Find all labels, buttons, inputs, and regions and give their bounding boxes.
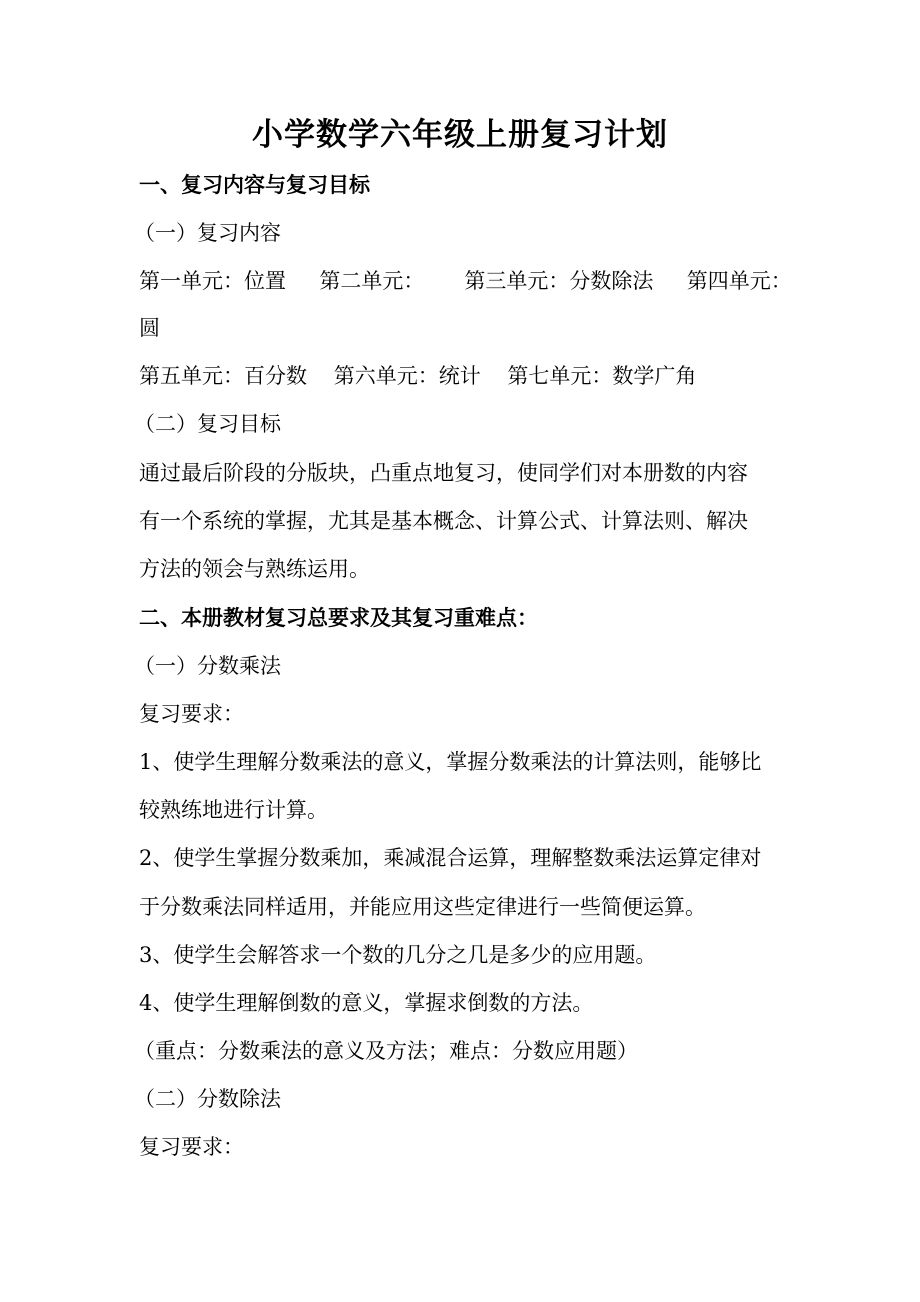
- requirements-label-1: 复习要求：: [139, 702, 244, 726]
- section-2-subheading-division: （二）分数除法: [134, 1087, 281, 1111]
- section-1-subheading-content: （一）复习内容: [134, 221, 281, 245]
- requirement-item-2-line-1: 2、使学生掌握分数乘加，乘减混合运算，理解整数乘法运算定律对: [139, 846, 762, 870]
- section-1-subheading-goals: （二）复习目标: [134, 412, 281, 436]
- requirement-item-4: 4、使学生理解倒数的意义，掌握求倒数的方法。: [139, 991, 594, 1015]
- requirement-item-2-line-2: 于分数乘法同样适用，并能应用这些定律进行一些简便运算。: [139, 895, 706, 919]
- units-line-1-continued: 圆: [139, 316, 160, 340]
- section-1-heading: 一、复习内容与复习目标: [139, 172, 370, 197]
- section-2-subheading-multiplication: （一）分数乘法: [134, 654, 281, 678]
- goal-paragraph-line-3: 方法的领会与熟练运用。: [139, 557, 370, 581]
- section-2-heading: 二、本册教材复习总要求及其复习重难点：: [139, 605, 538, 630]
- units-line-2: 第五单元：百分数 第六单元：统计 第七单元：数学广角: [139, 364, 697, 388]
- document-title: 小学数学六年级上册复习计划: [252, 117, 668, 153]
- focus-note: （重点：分数乘法的意义及方法；难点：分数应用题）: [134, 1039, 638, 1063]
- goal-paragraph-line-1: 通过最后阶段的分版块，凸重点地复习，使同学们对本册数的内容: [139, 461, 748, 485]
- goal-paragraph-line-2: 有一个系统的掌握，尤其是基本概念、计算公式、计算法则、解决: [139, 509, 748, 533]
- units-line-1: 第一单元：位置 第二单元： 第三单元：分数除法 第四单元：: [139, 269, 792, 293]
- requirement-item-1-line-2: 较熟练地进行计算。: [139, 798, 328, 822]
- requirement-item-3: 3、使学生会解答求一个数的几分之几是多少的应用题。: [139, 943, 657, 967]
- requirement-item-1-line-1: 1、使学生理解分数乘法的意义，掌握分数乘法的计算法则，能够比: [139, 750, 762, 774]
- requirements-label-2: 复习要求：: [139, 1135, 244, 1159]
